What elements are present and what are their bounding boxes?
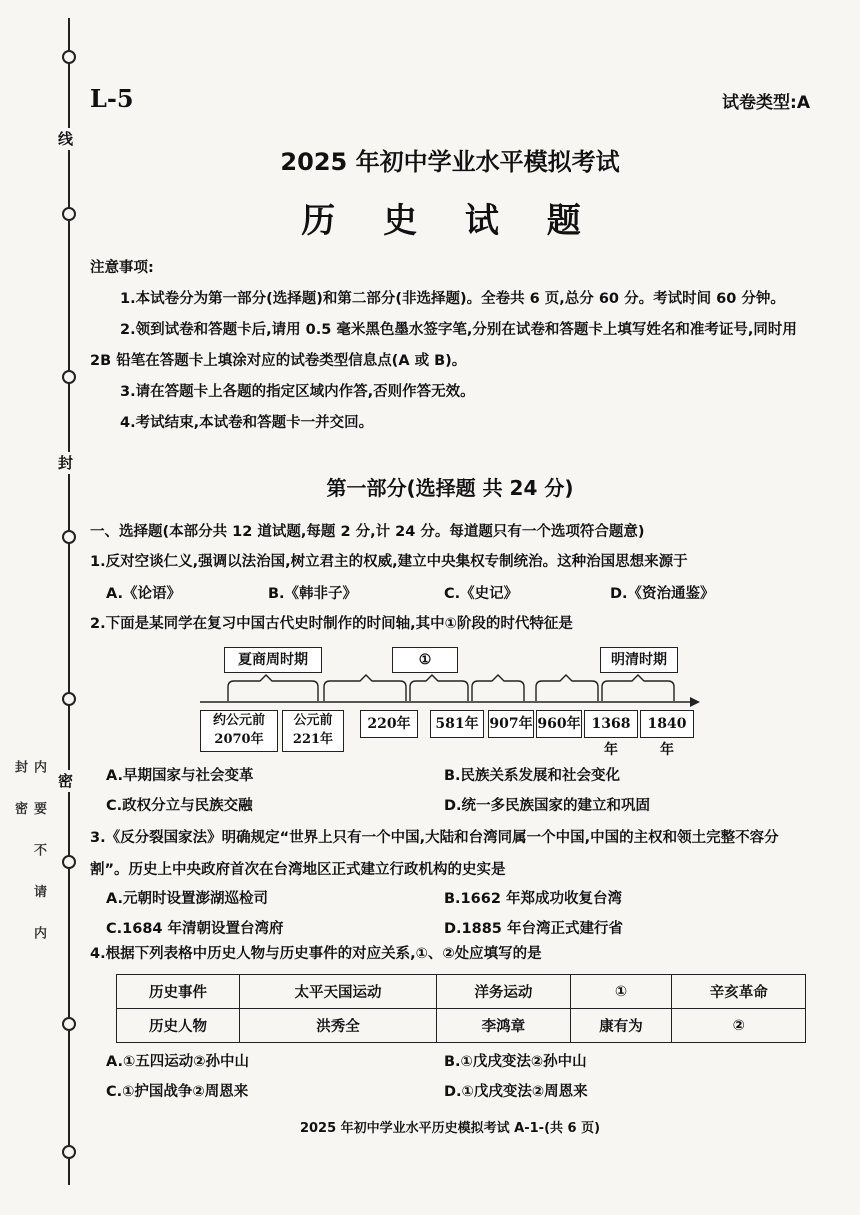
exam-page: [90, 0, 810, 1215]
timeline-year: 1368年: [584, 710, 638, 738]
q4-option-a: A.①五四运动②孙中山: [106, 1054, 250, 1070]
timeline-year: 1840年: [640, 710, 694, 738]
table-cell: 辛亥革命: [672, 975, 806, 1009]
notes-heading: 注意事项:: [90, 260, 154, 276]
question-2-stem: 2.下面是某同学在复习中国古代史时制作的时间轴,其中①阶段的时代特征是: [90, 616, 573, 632]
note-item: 4.考试结束,本试卷和答题卡一并交回。: [120, 415, 374, 431]
q1-option-a: A.《论语》: [106, 586, 181, 602]
table-cell: ②: [672, 1009, 806, 1043]
q4-option-b: B.①戊戌变法②孙中山: [444, 1054, 587, 1070]
page-footer: 2025 年初中学业水平历史模拟考试 A-1-(共 6 页): [299, 1121, 601, 1136]
table-row: [117, 1009, 806, 1043]
margin-char-xian: 线: [58, 130, 74, 148]
binding-circle: [62, 855, 76, 869]
q2-option-a: A.早期国家与社会变革: [106, 768, 254, 784]
binding-circle: [62, 692, 76, 706]
note-item: 2.领到试卷和答题卡后,请用 0.5 毫米黑色墨水签字笔,分别在试卷和答题卡上填写姓名和准考证号,同时用 2B 铅笔在答题卡上填涂对应的试卷类型信息点(A 或 B)。: [90, 322, 797, 369]
q4-option-d: D.①戊戌变法②周恩来: [444, 1084, 588, 1100]
notes-section: [90, 253, 810, 439]
table-cell: 太平天国运动: [240, 975, 437, 1009]
paper-code: L-5: [90, 84, 134, 113]
binding-margin: [0, 0, 82, 1215]
note-item: 1.本试卷分为第一部分(选择题)和第二部分(非选择题)。全卷共 6 页,总分 60 分。考试时间 60 分钟。: [120, 291, 785, 307]
margin-char-mi: 密: [58, 772, 74, 790]
q3-option-c: C.1684 年清朝设置台湾府: [106, 921, 284, 937]
exam-title: 2025 年初中学业水平模拟考试: [280, 148, 620, 176]
timeline-diagram: [200, 647, 700, 757]
question-1-stem: 1.反对空谈仁义,强调以法治国,树立君主的权威,建立中央集权专制统治。这种治国思想来源于: [90, 554, 688, 570]
q2-option-c: C.政权分立与民族交融: [106, 798, 253, 814]
note-item: 3.请在答题卡上各题的指定区域内作答,否则作答无效。: [120, 384, 475, 400]
binding-circle: [62, 207, 76, 221]
table-cell: 历史人物: [117, 1009, 240, 1043]
timeline-year: 907年: [488, 710, 534, 738]
table-cell: 李鸿章: [437, 1009, 571, 1043]
timeline-top-label: 明清时期: [600, 647, 678, 673]
binding-circle: [62, 1145, 76, 1159]
q1-option-b: B.《韩非子》: [268, 586, 358, 602]
timeline-year: 581年: [430, 710, 484, 738]
question-4-stem: 4.根据下列表格中历史人物与历史事件的对应关系,①、②处应填写的是: [90, 946, 542, 962]
section-instruction: 一、选择题(本部分共 12 道试题,每题 2 分,计 24 分。每道题只有一个选项符合题意): [90, 524, 645, 540]
margin-char-feng: 封: [58, 454, 74, 472]
table-cell: ①: [570, 975, 672, 1009]
timeline-year: 960年: [536, 710, 582, 738]
table-cell: 历史事件: [117, 975, 240, 1009]
part-one-title: 第一部分(选择题 共 24 分): [326, 476, 574, 500]
binding-circle: [62, 1017, 76, 1031]
event-person-table: [116, 974, 806, 1043]
binding-circle: [62, 530, 76, 544]
question-3-stem: 3.《反分裂国家法》明确规定“世界上只有一个中国,大陆和台湾同属一个中国,中国的主权和领土完整不容分割”。历史上中央政府首次在台湾地区正式建立行政机构的史实是: [90, 830, 779, 878]
table-cell: 洋务运动: [437, 975, 571, 1009]
margin-vertical-text: 内 要 不 请 内 封 密: [12, 760, 46, 952]
table-row: [117, 975, 806, 1009]
binding-line: [68, 18, 70, 1185]
q1-option-d: D.《资治通鉴》: [610, 586, 715, 602]
table-cell: 康有为: [570, 1009, 672, 1043]
q3-option-d: D.1885 年台湾正式建行省: [444, 921, 623, 937]
q2-option-d: D.统一多民族国家的建立和巩固: [444, 798, 651, 814]
binding-circle: [62, 370, 76, 384]
timeline-year: 约公元前2070年: [200, 710, 278, 752]
q3-option-b: B.1662 年郑成功收复台湾: [444, 891, 622, 907]
subject-title: 历 史 试 题: [301, 201, 599, 241]
table-cell: 洪秀全: [240, 1009, 437, 1043]
paper-type: 试卷类型:A: [722, 93, 810, 113]
timeline-year: 公元前221年: [282, 710, 344, 752]
q1-option-c: C.《史记》: [444, 586, 519, 602]
timeline-top-label: ①: [392, 647, 458, 673]
q4-option-c: C.①护国战争②周恩来: [106, 1084, 249, 1100]
binding-circle: [62, 50, 76, 64]
timeline-year: 220年: [360, 710, 418, 738]
timeline-top-label: 夏商周时期: [224, 647, 322, 673]
q2-option-b: B.民族关系发展和社会变化: [444, 768, 621, 784]
q3-option-a: A.元朝时设置澎湖巡检司: [106, 891, 268, 907]
